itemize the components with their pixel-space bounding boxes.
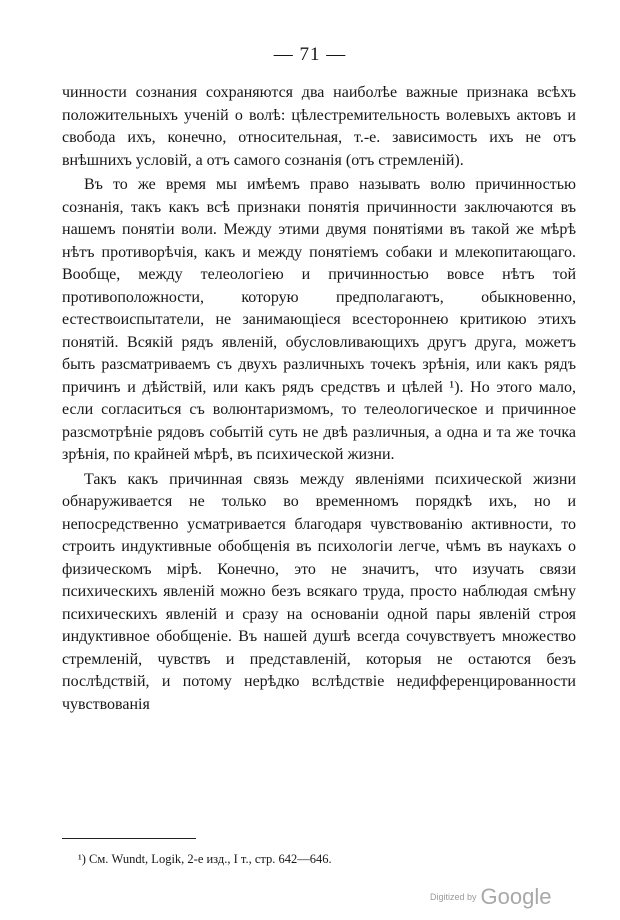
google-watermark [430,884,551,910]
footnote-rule [62,838,196,839]
footnote: ¹) См. Wundt, Logik, 2-е изд., I т., стр. 642—646. [78,852,332,866]
body-text [62,82,576,716]
watermark-brand: Google [480,884,552,909]
watermark-prefix: Digitized by [430,892,477,902]
paragraph-3: Такъ какъ причинная связь между явленіями психической жизни обнаруживается не только во временномъ порядкѣ ихъ, но и непосредственно усматривается благодаря чувствованію активности, то строить индуктивные обобщенія въ психологіи легче, чѣмъ въ наукахъ о физическомъ мірѣ. Конечно, это не значитъ, что изучать связи психическихъ явленій можно безъ всякаго труда, просто наблюдая смѣну психическихъ явленій и сразу на основаніи одной пары явленій строя индуктивное обобщеніе. Въ нашей душѣ всегда сочувствуетъ множество стремленій, чувствъ и представленій, которыя не остаются безъ послѣдствій, и потому нерѣдко вслѣдствіе недифференцированности чувствованія [62,470,576,713]
paragraph-1: чинности сознания сохраняются два наиболѣе важные признака всѣхъ положительныхъ ученій о волѣ: цѣлестремительность волевыхъ актовъ и свобода ихъ, конечно, относительная, т.-е. зависимость ихъ не отъ внѣшнихъ условій, а отъ самого сознанія (отъ стремленій). [62,84,576,169]
page-number: — 71 — [273,44,347,65]
paragraph-2: Въ то же время мы имѣемъ право называть волю причинностью сознанія, такъ какъ всѣ признаки понятія причинности заключаются въ нашемъ понятіи воли. Между этими двумя понятіями въ такой же мѣрѣ нѣтъ противорѣчія, какъ и между понятіемъ собаки и млекопитающаго. Вообще, между телеологіею и причинностью вовсе нѣтъ той противоположности, которую предполагаютъ, обыкновенно, естествоиспытатели, не занимающіеся всестороннею критикою этихъ понятій. Всякій рядъ явленій, обусловливающихъ другъ друга, можетъ быть разсматриваемъ съ двухъ различныхъ точекъ зрѣнія, или какъ рядъ причинъ и дѣйствій, или какъ рядъ средствъ и цѣлей ¹). Но этого мало, если согласиться съ волюнтаризмомъ, то телеологическое и причинное разсмотрѣніе рядовъ событій суть не двѣ различныя, а одна и та же точка зрѣнія, по крайней мѣрѣ, въ психической жизни. [62,176,576,463]
